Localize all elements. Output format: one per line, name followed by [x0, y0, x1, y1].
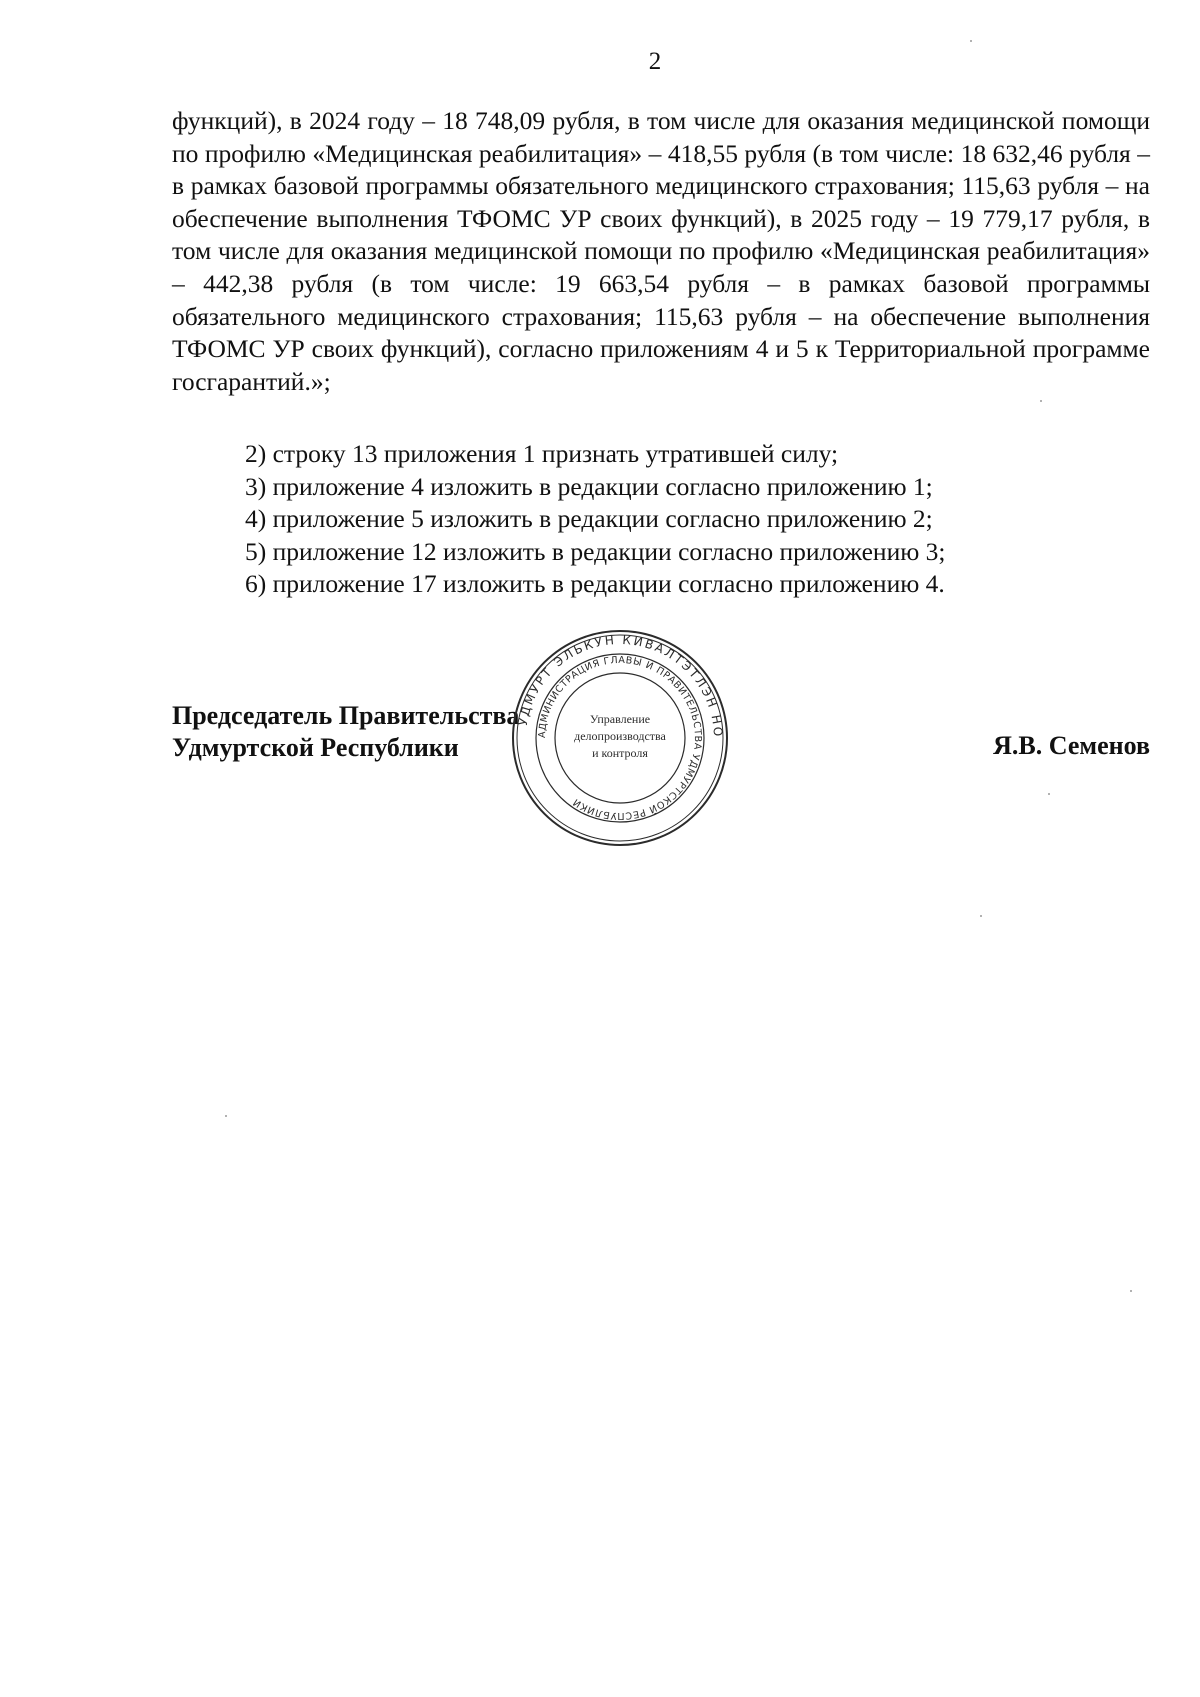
official-seal: [510, 628, 730, 848]
amendment-item: 3) приложение 4 изложить в редакции согласно приложению 1;: [245, 471, 933, 501]
signer-name: Я.В. Семенов: [993, 731, 1150, 760]
svg-text:и контроля: и контроля: [592, 746, 648, 760]
svg-text:Управление: Управление: [589, 712, 651, 726]
scan-speck: [1040, 400, 1042, 402]
scan-speck: [225, 1115, 227, 1117]
signer-title: [172, 700, 519, 764]
scan-speck: [980, 915, 982, 917]
page-number: 2: [648, 48, 662, 75]
scan-speck: [970, 40, 972, 42]
svg-text:делопроизводства: делопроизводства: [574, 729, 666, 743]
amendment-item: 4) приложение 5 изложить в редакции согласно приложению 2;: [245, 504, 933, 534]
signer-title-line1: Председатель Правительства: [172, 701, 520, 730]
amendment-item: 5) приложение 12 изложить в редакции согласно приложению 3;: [245, 536, 946, 566]
svg-text:АДМИНИСТРАЦИЯ ГЛАВЫ И ПРАВИТЕЛ: АДМИНИСТРАЦИЯ ГЛАВЫ И ПРАВИТЕЛЬСТВА УДМУРТСКОЙ РЕСПУБЛИКИ: [536, 654, 704, 822]
body-paragraph: функций), в 2024 году – 18 748,09 рубля, в том числе для оказания медицинской помощи по профилю «Медицинская реабилитация» – 418,55 рубля (в том числе: 18 632,46 рубля – в рамках базовой программы обязательного медицинского страхования; 115,63 рубля – на обеспечение выполнения ТФОМС УР своих функций), в 2025 году – 19 779,17 рубля, в том числе для оказания медицинской помощи по профилю «Медицинская реабилитация» – 442,38 рубля (в том числе: 19 663,54 рубля – в рамках базовой программы обязательного медицинского страхования; 115,63 рубля – на обеспечение выполнения ТФОМС УР своих функций), согласно приложениям 4 и 5 к Территориальной программе госгарантий.»;: [172, 106, 1150, 396]
svg-text:УДМУРТ ЭЛЬКУН КИВАЛТЭТЛЭН НО: УДМУРТ ЭЛЬКУН КИВАЛТЭТЛЭН НО: [515, 632, 726, 739]
scan-speck: [1130, 1290, 1132, 1292]
signer-title-line2: Удмуртской Республики: [172, 733, 459, 762]
amendment-list: [245, 438, 1150, 601]
amendment-item: 2) строку 13 приложения 1 признать утратившей силу;: [245, 439, 839, 468]
amendment-item: 6) приложение 17 изложить в редакции согласно приложению 4.: [245, 569, 945, 599]
scan-speck: [1048, 793, 1050, 795]
